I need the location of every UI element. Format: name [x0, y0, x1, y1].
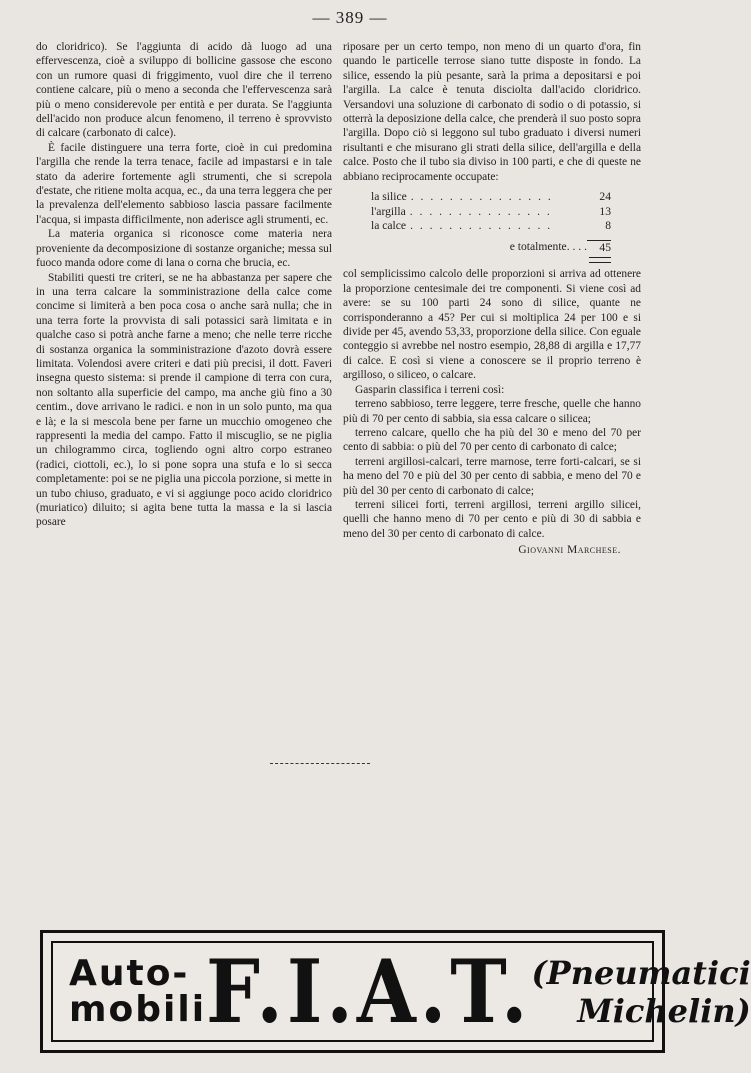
composition-row: l'argilla . . . . . . . . . . . . . . . 13: [371, 204, 611, 218]
paragraph-sedimentation: riposare per un certo tempo, non meno di un quarto d'ora, fin quando le particelle terrose siano tutte disposte in fondo. La silice, essendo la più pesante, sarà la prima a depositarsi e poi l'argilla. La calce è tenuta disciolta dall'acido cloridrico. Versandovi una soluzione di carbonato di sodio o di potassio, si otterrà la deposizione della calce, che prenderà il suo posto sopra l'argilla. Dopo ciò si leggono sul tubo graduato i diversi numeri risultanti e che misurano gli strati della silice, dell'argilla e della calce. Posto che il tubo sia diviso in 100 parti, e che di queste ne abbiano reciprocamente occupate:: [343, 41, 641, 183]
composition-label: la calce: [371, 219, 407, 233]
composition-value: 8: [605, 219, 611, 233]
fiat-brand: F.I.A.T.: [206, 940, 532, 1043]
ad-line-pneumatici: (Pneumatici: [531, 953, 751, 992]
composition-table: [371, 190, 611, 263]
right-column: [343, 40, 641, 558]
total-value: 45: [587, 240, 611, 256]
paragraph-acid-test: do cloridrico). Se l'aggiunta di acido dà luogo ad una effervescenza, cioè a sviluppo di bollicine gassose che escono con un rumore quasi di friggimento, vuol dire che il terreno contiene calcare, più o meno a seconda che l'effervescenza sarà più o meno considerevole per entità e per durata. Se l'aggiunta dell'acido non produce alcun fenomeno, il terreno è sprovvisto di calcare (carbonato di calce).: [36, 41, 332, 140]
advertisement-frame: [51, 940, 751, 1043]
ad-line-mobili: mobili: [69, 988, 207, 1030]
composition-row: la silice . . . . . . . . . . . . . . . 24: [371, 190, 611, 204]
ad-line-michelin: Michelin): [577, 991, 751, 1030]
left-column: [36, 40, 332, 530]
composition-value: 24: [599, 190, 611, 204]
ad-line-auto: Auto-: [69, 952, 190, 994]
advertisement-left-text: [69, 952, 207, 1030]
paragraph-calculation: col semplicissimo calcolo delle proporzioni si arriva ad ottenere la proporzione centesimale dei tre componenti. Si viene così ad avere: se su 100 parti 24 sono di silice, quante ne corrisponderanno a 45? Per cui si moltiplica 24 per 100 e si divide per 45, avendo 53,33, proporzione della silice. Con eguale conteggio si avrebbe nel nostro esempio, 28,88 di argilla e 17,77 di calce. E così si viene a conoscere se il proprio terreno è argilloso, o siliceo, o calcare.: [343, 268, 641, 382]
soil-class-sandy: terreno sabbioso, terre leggere, terre fresche, quelle che hanno più di 70 per cento di sabbia, sia essa calcare o silicea;: [343, 398, 641, 425]
section-separator: [270, 763, 370, 764]
advertisement-right-text: [531, 954, 750, 1030]
fiat-advertisement: [40, 930, 751, 1053]
total-label: e totalmente. . . .: [509, 239, 587, 253]
soil-class-clay-calcareous: terreni argillosi-calcari, terre marnose, terre forti-calcari, se si ha meno del 70 e più del 30 per cento di sabbia, e meno del 70 e più del 30 per cento di carbonato di calce;: [343, 455, 641, 497]
soil-class-calcareous: terreno calcare, quello che ha più del 30 e meno del 70 per cento di sabbia: o più del 70 per cento di carbonato di calce;: [343, 426, 641, 454]
paragraph-faveri-method: Stabiliti questi tre criteri, se ne ha abbastanza per sapere che in una terra calcare la somministrazione della calce come concime si limiterà a ben poca cosa o anche sarà nulla; che in una terra forte la provvista di sali potassici sarà limitata e in qualche caso si potrà anche farne a meno; che nelle terre ricche di sostanza organica la somministrazione d'azoto dovrà essere limitata. Volendosi avere criteri e dati più precisi, il dott. Faveri insegna questo sistema: si prende il campione di terra con cura, non soltanto alla superficie del campo, ma anche giù fino a 30 centim., dove arrivano le radici. e non in un solo punto, ma qua e là; e la si mescola bene per farne un mucchio omogeneo che rappresenti la media del campo. Fatto il miscuglio, se ne piglia un chilogrammo circa, togliendo ogni altro corpo estraneo (radici, ciottoli, ec.), lo si pone sopra una stufa e lo si secca completamente: poi se ne piglia una piccola porzione, si mette in un tubo chiuso, graduato, e vi si aggiunge poco acido cloridrico (muriatico) diluito; si agita bene tutta la massa e la si lascia posare: [36, 271, 332, 529]
page-number: — 389 —: [312, 8, 388, 27]
composition-value: 13: [599, 204, 611, 218]
composition-total: [371, 240, 611, 256]
paragraph-organic-matter: La materia organica si riconosce come materia nera proveniente da decomposizione di sostanze organiche; messa sul fuoco manda odore come di lana o corna che brucia, ec.: [36, 228, 332, 270]
author-signature: Giovanni Marchese.: [518, 544, 621, 557]
soil-class-siliceous: terreni silicei forti, terreni argillosi, terreni argillo silicei, quelli che hanno meno di 70 per cento e più di 30 di sabbia e meno del 30 per cento di carbonato di calce.: [343, 498, 641, 540]
composition-label: la silice: [371, 190, 407, 204]
paragraph-gasparin-intro: Gasparin classifica i terreni così:: [355, 383, 505, 396]
total-double-rule: [589, 257, 611, 263]
composition-row: la calce . . . . . . . . . . . . . . . 8: [371, 219, 611, 233]
paragraph-strong-light-soil: È facile distinguere una terra forte, cioè in cui predomina l'argilla che rende la terra tenace, facile ad impastarsi e in tale stato da aderire fortemente agli strumenti, che si screpola d'estate, che ritiene molta acqua, ec., da una terra leggera che per la prevalenza dell'elemento sabbioso lascia passare facilmente l'acqua, si impasta difficilmente, non aderisce agli strumenti, ec.: [36, 141, 332, 226]
composition-label: l'argilla: [371, 204, 406, 218]
